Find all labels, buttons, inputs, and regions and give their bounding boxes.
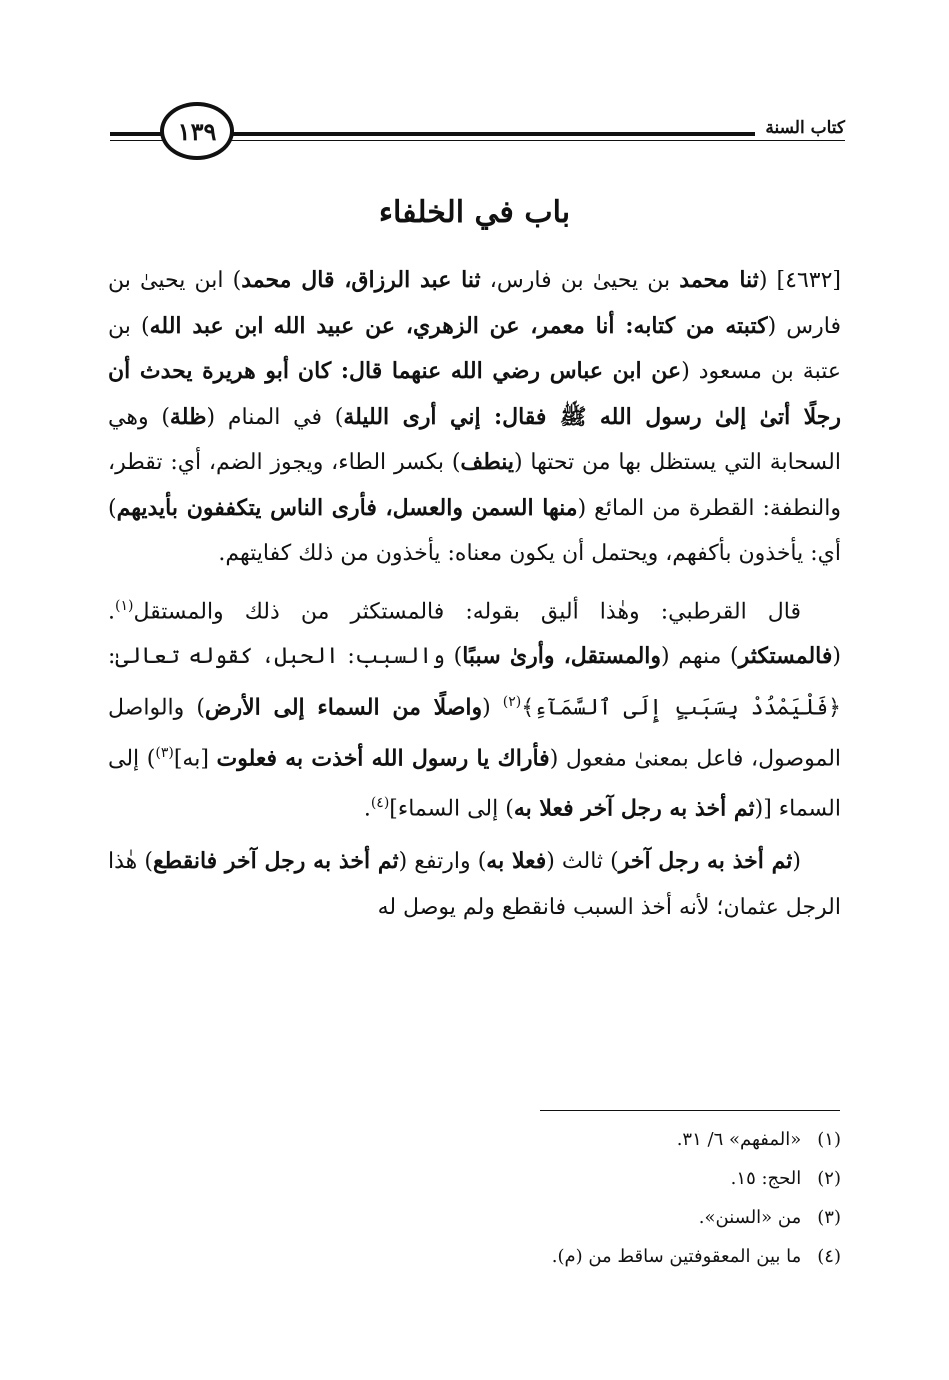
footnote-text: «المفهم» ٦/ ٣١. [676,1129,802,1150]
paragraph [108,584,841,833]
bold-text-run: ثم أخذ به رجل آخر فعلا به [513,795,755,822]
text-run: ) وهي السحابة التي يستظل بها من تحتها ( [108,404,841,475]
bold-text-run: ثنا محمد [679,267,759,293]
running-header [110,96,845,166]
text-run: [به] [173,745,217,771]
bold-text-run: ثم أخذ به رجل آخر [618,848,793,875]
footnote-item [108,1120,841,1159]
bold-text-run: ثم أخذ به رجل آخر فانقطع [152,848,399,875]
bold-text-run: منها السمن والعسل، فأرى الناس يتكففون بأيديهم [116,494,578,521]
bold-text-run: ينطف [460,449,515,475]
bold-text-run: فأراك يا رسول الله أخذت به فعلوت [216,744,550,771]
footnote-ref: (١) [115,597,134,614]
paragraph [108,258,841,577]
text-run: قال القرطبي: وهٰذا أليق بقوله: فالمستكثر من ذلك والمستقل [133,598,801,624]
footnote-ref: (٤) [370,795,390,812]
footnote-item [108,1237,841,1276]
text-run: ( [792,849,801,875]
footnote-number: (٣) [817,1207,841,1228]
footnotes [108,1120,841,1276]
bold-text-run: ابن عبد الله [149,312,264,339]
footnote-number: (٤) [817,1246,841,1267]
bold-text-run: والمستقل، وأرىٰ سببًا [462,643,662,670]
text-run: ) إلى السماء [( [108,745,841,822]
bold-text-run: واصلًا من السماء إلى الأرض [204,694,483,721]
text-run: . [363,796,371,822]
footnote-ref: (٢) [502,693,522,710]
footnote-text: الحج: ١٥. [730,1168,802,1189]
footnote-text: ما بين المعقوفتين ساقط من (م). [551,1246,802,1267]
text-run: ) في المنام ( [206,404,344,430]
text-run: ) وارتفع ( [398,849,487,875]
bold-text-run: فالمستكثر [738,643,833,670]
footnote-number: (١) [817,1129,841,1150]
footnote-ref: (٣) [155,744,174,761]
text-run: ) بكسر الطاء، ويجوز الضم، أي: تقطر، والنطفة: القطرة من المائع ( [108,450,841,521]
text-run: ) والسبب: الحبل، كقوله تعالىٰ: ﴿فَلْيَمْدُدْ بِسَبَبٍ إِلَى ٱلسَّمَآءِ﴾ [108,644,842,721]
text-run: ( [482,695,503,721]
paragraph [108,839,841,930]
page-number: ١٣٩ [160,102,234,160]
text-run [263,314,273,339]
text-run: ) إلى السماء] [389,796,514,822]
text-run: ) منهم ( [661,644,739,670]
bold-text-run: ظلة [169,403,207,430]
bold-text-run: عن ابن عباس رضي الله عنهما قال: كان [297,358,682,384]
text-run [289,359,298,384]
text-run: ) هٰذا الرجل عثمان؛ لأنه أخذ السبب فانقطع ولم يوصل له [108,849,841,920]
chapter-title: باب في الخلفاء [378,195,571,230]
footnote-item [108,1198,841,1237]
text-run: ) بن عتبة بن مسعود ( [108,313,841,384]
text-run: ) ثالث ( [546,849,619,875]
footnote-number: (٢) [817,1168,841,1189]
book-title: كتاب السنة [755,118,845,138]
text-run: . ( [108,598,841,670]
text-run: ) ابن يحيىٰ بن فارس ( [108,268,842,339]
footnote-text: من «السنن». [698,1207,802,1228]
text-run: بن يحيىٰ بن فارس، [480,268,680,293]
footnote-item [108,1159,841,1198]
bold-text-run: كتبته من كتابه: أنا معمر، عن الزهري، عن عبيد الله [273,312,768,339]
footnote-separator [540,1110,840,1111]
bold-text-run: ثنا عبد الرزاق، قال محمد [241,267,481,293]
bold-text-run: فعلا به [486,848,547,875]
text-run: ) والواصل الموصول، فاعل بمعنىٰ مفعول ( [108,695,842,771]
text-run: [٤٦٣٢] ( [758,268,841,293]
body-text [108,258,841,930]
text-run: ) أي: يأخذون بأكفهم، ويحتمل أن يكون معناه: يأخذون من ذلك كفايتهم. [108,495,841,566]
bold-text-run: أبو هريرة يحدث أن رجلًا أتىٰ إلىٰ رسول الله ﷺ فقال: إني أرى الليلة [108,358,842,430]
